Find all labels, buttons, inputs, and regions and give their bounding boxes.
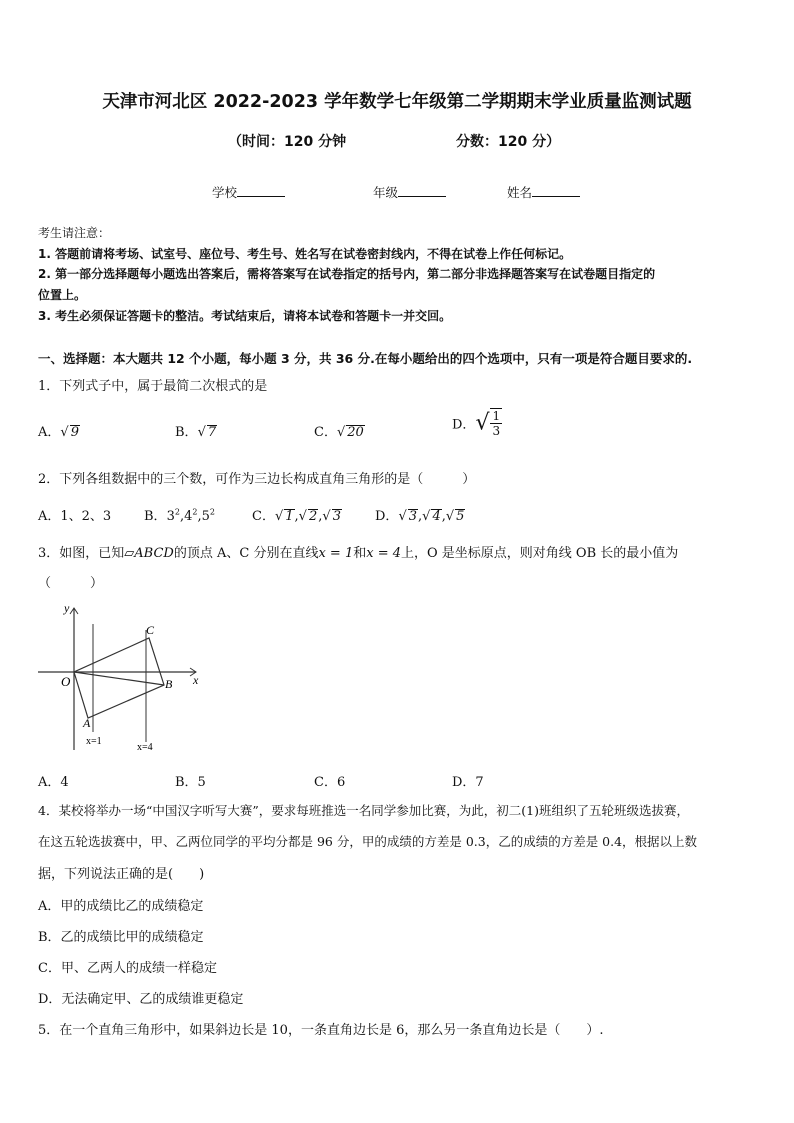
notice-item-2-cont: 位置上。 [38, 288, 87, 302]
q4-stem-line-2: 在这五轮选拔赛中，甲、乙两位同学的平均分都是 96 分，甲的成绩的方差是 0.3，乙的成绩的方差是 0.4，根据以上数 [38, 834, 698, 849]
q1-c-radicand: 20 [347, 425, 364, 440]
fig-b-label: B [165, 677, 173, 691]
fig-line2-label: x=4 [137, 742, 153, 753]
q2-option-d: D．√ 3,√ 4,√ 5 [375, 509, 465, 524]
q1-stem: 1．下列式子中，属于最简二次根式的是 [38, 379, 268, 394]
q5-stem: 5．在一个直角三角形中，如果斜边长是 10，一条直角边长是 6，那么另一条直角边长是（ ）. [38, 1023, 604, 1038]
q1-d-fraction: $\frac{1}{3}$ [492, 409, 501, 438]
fig-c-label: C [146, 623, 155, 637]
notice-item-3: 3. 考生必须保证答题卡的整洁。考试结束后，请将本试卷和答题卡一并交回。 [38, 309, 452, 323]
q1-c-label: C． [314, 425, 337, 440]
page-title: 天津市河北区 2022-2023 学年数学七年级第二学期期末学业质量监测试题 [102, 92, 692, 112]
q2-option-c: C．√ 1,√ 2,√ 3 [252, 509, 341, 524]
q2-option-b: B．$3^2,4^2,5^2$ [144, 507, 215, 524]
fig-line1-label: x=1 [86, 736, 102, 747]
school-label: 学校 [212, 185, 238, 200]
name-blank[interactable] [532, 184, 580, 197]
q1-a-label: A． [38, 425, 61, 440]
q1-a-radicand: 9 [70, 425, 79, 440]
q1-option-d: D．√ $\frac{1}{3}$ [452, 409, 501, 438]
q3-figure [36, 600, 211, 755]
grade-label: 年级 [373, 185, 399, 200]
diagonal-ob [74, 672, 164, 685]
grade-field [373, 183, 446, 201]
q4-option-c: C．甲、乙两人的成绩一样稳定 [38, 961, 217, 976]
q1-option-a: A．√ 9 [38, 425, 79, 440]
time-label: （时间：120 分钟 [228, 134, 347, 150]
fig-o-label: O [61, 674, 71, 689]
school-blank[interactable] [237, 184, 285, 197]
notice-item-2: 2. 第一部分选择题每小题选出答案后，需将答案写在试卷指定的括号内，第二部分非选择题答案写在试卷题目指定的 [38, 267, 656, 281]
q4-option-d: D．无法确定甲、乙的成绩谁更稳定 [38, 992, 244, 1007]
school-field [212, 183, 285, 201]
q2-c-label: C． [252, 509, 275, 524]
grade-blank[interactable] [398, 184, 446, 197]
name-label: 姓名 [507, 185, 533, 200]
q4-option-a: A．甲的成绩比乙的成绩稳定 [38, 899, 204, 914]
q2-d-label: D． [375, 509, 399, 524]
q4-option-b: B．乙的成绩比甲的成绩稳定 [38, 930, 204, 945]
q1-b-label: B． [175, 425, 198, 440]
q1-option-c: C．√ 20 [314, 425, 364, 440]
q1-b-radicand: 7 [207, 425, 217, 440]
fig-x-label: x [193, 673, 199, 687]
q2-option-a: A．1、2、3 [38, 509, 112, 524]
notice-heading: 考生请注意： [38, 226, 111, 240]
q3-answer-paren: （ ） [38, 576, 104, 591]
section-heading: 一、选择题：本大题共 12 个小题，每小题 3 分，共 36 分.在每小题给出的四个选项中，只有一项是符合题目要求的. [38, 351, 693, 366]
q4-stem-line-3: 据，下列说法正确的是( ) [38, 867, 205, 882]
fig-a-label: A [83, 716, 91, 730]
q4-stem-line-1: 4．某校将举办一场“中国汉字听写大赛”，要求每班推选一名同学参加比赛，为此，初二(1)班组织了五轮班级选拔赛， [38, 803, 689, 818]
q1-d-label: D． [452, 417, 476, 433]
q3-option-b: B．5 [175, 775, 206, 790]
q3-parallelogram: ▱ABCD [124, 546, 174, 561]
q1-option-b: B．√ 7 [175, 425, 217, 440]
fig-y-label: y [64, 601, 70, 615]
q2-stem: 2．下列各组数据中的三个数，可作为三边长构成直角三角形的是（ ） [38, 472, 476, 487]
q3-option-d: D．7 [452, 775, 484, 790]
q3-stem: 3．如图，已知▱ABCD的顶点 A、C 分别在直线x = 1和x = 4上，O 是坐标原点，则对角线 OB 长的最小值为 [38, 546, 679, 561]
name-field [507, 183, 580, 201]
notice-item-1: 1. 答题前请将考场、试室号、座位号、考生号、姓名写在试卷密封线内，不得在试卷上作任何标记。 [38, 247, 572, 261]
score-label: 分数：120 分） [456, 134, 561, 150]
q2-b-label: B． [144, 509, 167, 524]
q3-option-a: A．4 [38, 775, 69, 790]
q3-option-c: C．6 [314, 775, 346, 790]
